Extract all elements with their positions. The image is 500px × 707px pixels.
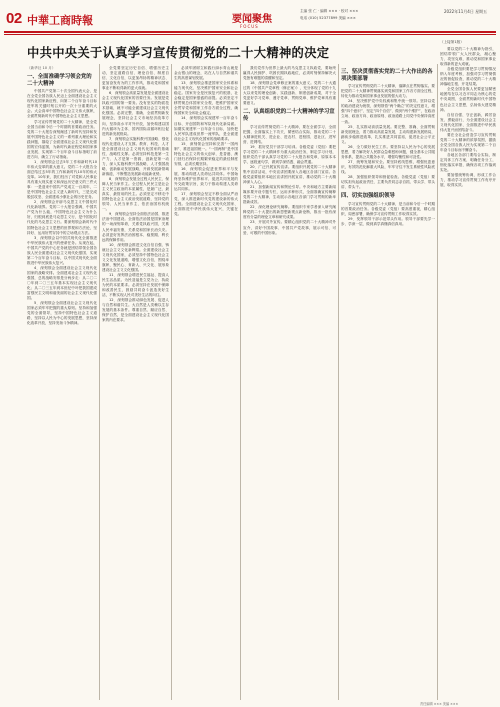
- paragraph: 全党全国各族人民要更加紧密地团结在以习近平同志为核心的党中央周围，全面贯彻新时代中国特色社会主义思想，弘扬伟大建党精神。: [440, 87, 496, 112]
- paragraph: 5．深刻领会全面建设社会主义现代化国家必须牢牢把握的重大原则。坚持和加强党的全面领导，坚持中国特色社会主义道路，坚持以人民为中心的发展思想，坚持深化改革开放，坚持发扬斗争精神。: [27, 301, 97, 326]
- paper-name: 中華工商時報: [27, 14, 93, 27]
- paragraph: 11．深刻领会增进民生福祉、提高人民生活品质。为民造福是立党为公、执政为民的本质要求。必须坚持在发展中保障和改善民生，鼓励共同奋斗创造美好生活，不断实现人民对美好生活的向往。: [102, 272, 169, 298]
- page-number: 02: [6, 10, 22, 27]
- column-divider: [338, 64, 339, 700]
- section-subtitle: FOCUS: [240, 24, 259, 29]
- paragraph: 16．深刻领会促进世界和平与发展、推动构建人类命运共同体。中国始终坚持维护世界和平、促进共同发展的外交政策宗旨，致力于推动构建人类命运共同体。: [174, 166, 238, 192]
- paragraph: 18．深刻领会党章修正案的重大意义。党的二十大通过的《中国共产党章程（修正案）》，充分体现了党的十九大以来党的理论创新、实践创新、制度创新成果，对于全党更好学习党章、遵守党章、贯彻党章、维护党章具有重要意义。: [243, 81, 336, 106]
- section-heading-3: 三、坚决贯彻落实党的二十大作出的各项决策部署: [341, 69, 433, 82]
- paragraph: 13．深刻领会推进国家安全体系和能力现代化、坚决维护国家安全和社会稳定。国家安全是民族复兴的根基，社会稳定是国家强盛的前提。必须坚定不移贯彻总体国家安全观，把维护国家安全贯穿党和国家工作各方面全过程，确保国家安全和社会稳定。: [174, 81, 238, 116]
- paragraph: 各地区各部门要结合实际，制定具体工作方案，明确任务分工，细化落实举措，确保各项工作落到实处。: [440, 152, 496, 173]
- article-column-5: [341, 66, 435, 702]
- paragraph: 12．深刻领会推动绿色发展、促进人与自然和谐共生。大自然是人类赖以生存发展的基本条件。尊重自然、顺应自然、保护自然，是全面建设社会主义现代化国家的内在要求。: [102, 298, 169, 323]
- paragraph: 21．加强新闻宣传和舆论引导。中央和地方主要新闻媒体要开设专题专栏，运用多种形式，全面准确宣传阐释党的二十大精神，生动展示各地区各部门学习贯彻的新举措新成效。: [243, 185, 336, 205]
- paragraph: 17．深刻领会坚定不移全面从严治党、深入推进新时代党的建设新的伟大工程。全面建设社会主义现代化国家、全面推进中华民族伟大复兴，关键在党。: [174, 192, 238, 217]
- paragraph: 要以党的二十大精神为指引，团结带领广大人民群众，凝心聚力、攻坚克难，推动党和国家事业取得新的更大成就。: [440, 47, 496, 67]
- masthead-rule-thin: [4, 34, 496, 35]
- paragraph: 学习宣传贯彻党的二十大精神，是全党全国当前和今后一个时期的首要政治任务。党的二十大报告深刻阐述了新时代坚持和发展中国特色社会主义的一系列重大理论和实践问题，描绘了全面建成社会主义现代化强国的宏伟蓝图，为新时代新征程党和国家事业发展、实现第二个百年奋斗目标指明了前进方向、确立了行动指南。: [27, 119, 97, 159]
- paragraph: 23．开展对外宣传。要精心组织党的二十大精神对外宣介，讲好中国故事、中国共产党故事，展示可信、可爱、可敬的中国形象。: [243, 220, 336, 235]
- section-heading-2: 二、认真组织党的二十大精神的学习宣传: [243, 109, 335, 122]
- paragraph: 6．深刻领会高质量发展是全面建设社会主义现代化国家的首要任务。发展是党执政兴国的第一要务。没有坚实的物质技术基础，就不可能全面建成社会主义现代化强国。必须完整、准确、全面贯彻新发展理念，坚持社会主义市场经济改革方向，坚持高水平对外开放，加快构建以国内大循环为主体、国内国际双循环相互促进的新发展格局。: [102, 91, 169, 136]
- paragraph: 3．深刻领会以中国式现代化全面推进中华民族伟大复兴的使命任务。从现在起，中国共产党的中心任务就是团结带领全国各族人民全面建成社会主义现代化强国、实现第二个百年奋斗目标，以中国式现代化全面推进中华民族伟大复兴。: [27, 235, 97, 265]
- paragraph: 自信自强、守正创新，踔厉奋发、勇毅前行，为全面建设社会主义现代化国家、全面推进中华民族伟大复兴而团结奋斗。: [440, 112, 496, 132]
- article-column-6: [440, 40, 496, 700]
- paragraph: 1．深刻领会过去5年工作和新时代10年伟大变革的重大意义。党的二十大报告全面总结过去5年的工作和新时代10年的伟大变革。10年来，我们经历了对党和人民事业具有重大现实意义和深远历史意义的三件大事：一是迎来中国共产党成立一百周年，二是中国特色社会主义进入新时代，三是完成脱贫攻坚、全面建成小康社会的历史任务。: [27, 159, 97, 200]
- paragraph: 7．深刻领会实施科教兴国战略、强化现代化建设人才支撑。教育、科技、人才是全面建设社会主义现代化国家的基础性、战略性支撑。必须坚持科技是第一生产力、人才是第一资源、创新是第一动力，深入实施科教兴国战略、人才强国战略、创新驱动发展战略，开辟发展新领域新赛道，不断塑造发展新动能新优势。: [102, 136, 169, 176]
- section-heading-4: 四、切实加强组织领导: [341, 193, 395, 200]
- paragraph: 10．深刻领会推进文化自信自强、铸就社会主义文化新辉煌。全面建设社会主义现代化国家，必须坚持中国特色社会主义文化发展道路，增强文化自信，围绕举旗帜、聚民心、育新人、兴文化、展形象建设社会主义文化强国。: [102, 242, 169, 272]
- article-column-4: [243, 66, 336, 702]
- issue-date: 2022年11月4日 星期五: [444, 9, 488, 14]
- article-headline: 中共中央关于认真学习宣传贯彻党的二十大精神的决定: [27, 46, 330, 60]
- article-column-1: [27, 66, 97, 702]
- paragraph: 19．抓好党员干部学习培训。各级党委（党组）要把学习党的二十大精神作为重大政治任务，制定学习计划，组织党员干部认真学习党的二十大报告和党章，原原本本学，逐段逐句学，做到学深悟透、融会贯通。: [243, 144, 336, 164]
- paragraph: 4．深刻领会全面建设社会主义现代化国家的战略安排。全面建成社会主义现代化强国，总的战略安排是分两步走：从二〇二〇年到二〇三五年基本实现社会主义现代化；从二〇三五年到本世纪中叶把我国建成富强民主文明和谐美丽的社会主义现代化强国。: [27, 265, 97, 301]
- paragraph: 15．深刻领会坚持和完善“一国两制”、推进祖国统一。“一国两制”是中国特色社会主义的伟大创举，是香港、澳门回归后保持长期繁荣稳定的最佳制度安排，必须长期坚持。: [174, 141, 238, 166]
- page-footer: 责任编辑 ××× 美编 ×××: [420, 702, 459, 706]
- paragraph: 我们党作为世界上最大的马克思主义执政党，要始终赢得人民拥护、巩固长期执政地位，必须时刻保持解决大党独有难题的清醒和坚定。: [243, 66, 336, 81]
- article-column-3: [174, 66, 238, 702]
- paragraph: 29．发挥领导干部示范带头作用。领导干部要先学一步、学深一层，做到真学真懂真信真用。: [341, 216, 435, 226]
- paragraph: 中国共产党第二十次全国代表大会，是在全党全国各族人民迈上全面建设社会主义现代化国家新征程、向第二个百年奋斗目标进军的关键时刻召开的一次十分重要的大会。大会高举中国特色社会主义伟大旗帜，全面贯彻新时代中国特色社会主义思想。: [27, 89, 97, 119]
- paragraph: 24．坚决维护党中央权威和集中统一领导。坚持以党的政治建设为统领，深刻领悟“两个确立”的决定性意义，增强“四个意识”、坚定“四个自信”、做到“两个维护”，在政治立场、政治方向、政治原则、政治道路上同党中央保持高度一致。: [341, 99, 435, 124]
- paragraph: 2．深刻领会开辟马克思主义中国化时代化新境界。党的二十大报告强调，中国共产党为什么能，中国特色社会主义为什么好，归根到底是马克思主义行，是中国化时代化的马克思主义行。要深刻领会新时代中国特色社会主义思想的世界观和方法论，坚持好、运用好贯穿其中的立场观点方法。: [27, 200, 97, 235]
- paragraph: 学习宣传贯彻党的二十大精神，落脚点在贯彻落实。要把党的二十大精神贯彻落实到党和国家工作各方面全过程，转化为推动党和国家事业发展的强大动力。: [341, 84, 435, 99]
- article-lead: （新华社 10 月）: [27, 66, 56, 70]
- paragraph: 25．扎实推动高质量发展。要完整、准确、全面贯彻新发展理念，着力推动高质量发展，主动构建新发展格局，蹄疾步稳推进改革，扎实推进共同富裕，促进社会公平正义。: [341, 124, 435, 144]
- edit-info: 主编 张 仁 · 编辑 ××× · 校对 ×××: [300, 9, 359, 13]
- masthead-rule: [4, 31, 496, 33]
- section-title: 要闻聚焦: [232, 14, 272, 25]
- section-heading-1: 一、全面准确学习领会党的二十大精神: [27, 74, 92, 87]
- paragraph: 28．加强组织领导和督促检查。各级党委（党组）要切实担负起政治责任，主要负责同志亲自抓、带头学、带头讲、带头干。: [341, 175, 435, 190]
- paragraph: 20．广泛开展宣传宣讲。要组织开展党的二十大精神集中宣讲活动，中央宣讲团要深入各地区各部门宣讲。各级党委要组织本地区宣讲团开展宣讲，推动党的二十大精神深入人心。: [243, 164, 336, 185]
- column-divider: [99, 64, 100, 700]
- paragraph: 全党要坚定历史自信、增强历史主动，坚定道路自信、理论自信、制度自信、文化自信，以更加昂扬的精神状态、更加奋发有为的工作作风，推动党和国家事业不断取得新的更大成就。: [102, 66, 169, 91]
- masthead: [0, 0, 500, 32]
- paragraph: 各级党组织要把学习贯彻情况纳入年度考核，加强对学习贯彻情况的督促检查，推动党的二十大精神落地生根、开花结果。: [440, 67, 496, 87]
- paragraph: 要加强统筹协调，形成工作合力，推动学习宣传贯彻工作有序开展、取得实效。: [440, 173, 496, 188]
- paragraph: 26．全力做好民生工作。要坚持以人民为中心的发展思想，着力解决好人民群众急难愁盼问题，健全基本公共服务体系，提高公共服务水平，增强均衡性和可及性。: [341, 144, 435, 159]
- paragraph: 14．深刻领会实现建军一百年奋斗目标、开创国防和军队现代化新局面。如期实现建军一百年奋斗目标，加快把人民军队建成世界一流军队，是全面建设社会主义现代化国家的战略要求。: [174, 116, 238, 141]
- column-divider: [171, 64, 172, 700]
- column-divider: [240, 64, 241, 700]
- paragraph: 要在全社会营造学习宣传贯彻党的二十大精神的浓厚氛围，激励全党全国各族人民为实现第二个百年奋斗目标而不懈奋斗。: [440, 132, 496, 152]
- paragraph: 27．统筹发展和安全。要坚持底线思维，增强忧患意识，有效防范化解重大风险，牢牢守住不发生系统性风险底线。: [341, 159, 435, 174]
- paragraph: 学习宣传贯彻党的二十大精神，是当前和今后一个时期的首要政治任务。各级党委（党组）要高度重视，精心组织，周密部署，确保学习宣传贯彻工作取得实效。: [341, 201, 435, 216]
- paragraph: 8．深刻领会发展全过程人民民主、保障人民当家作主。全过程人民民主是社会主义民主政治的本质属性，是最广泛、最真实、最管用的民主。必须坚定不移走中国特色社会主义政治发展道路，坚持党的领导、人民当家作主、依法治国有机统一。: [102, 177, 169, 212]
- column-divider: [437, 64, 438, 700]
- edit-info-secondary: 电话 (010) 52377899 美编 ×××: [300, 16, 356, 20]
- continuation-note: （上接第1版）: [440, 40, 464, 44]
- paragraph: 必须牢固树立和践行绿水青山就是金山银山的理念，站在人与自然和谐共生的高度谋划发展。: [174, 66, 238, 81]
- paragraph: 学习宣传贯彻党的二十大精神，要在全面学习、全面把握、全面落实上下功夫，紧密结合实际，推动党的二十大精神进机关、进企业、进农村、进校园、进社区、进军营、进网络。: [243, 124, 336, 144]
- paragraph: 22．深化理论研究阐释。要组织专家学者深入研究阐释党的二十大提出的新思想新观点新论断，推出一批有深度有分量的理论文章和研究成果。: [243, 205, 336, 220]
- paragraph: 9．深刻领会坚持全面依法治国、推进法治中国建设。全面依法治国是国家治理的一场深刻革命，关系党执政兴国，关系人民幸福安康，关系党和国家长治久安。必须更好发挥法治固根本、稳预期、利长远的保障作用。: [102, 212, 169, 242]
- article-column-2: [102, 66, 169, 702]
